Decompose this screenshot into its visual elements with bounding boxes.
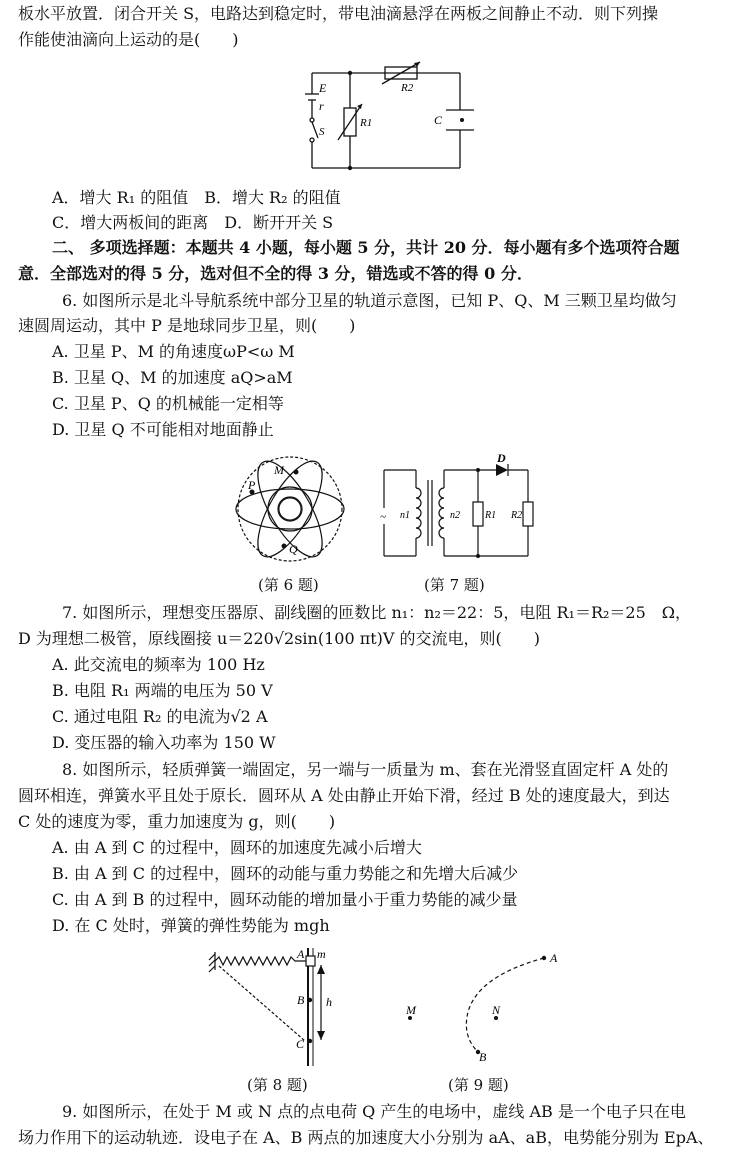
q6-stem-line-2: 速圆周运动，其中 P 是地球同步卫星，则( ) — [18, 316, 356, 335]
fig8-label-m: m — [317, 947, 326, 961]
intro-line-2: 作能使油滴向上运动的是( ) — [18, 30, 239, 49]
fig9-label-N: N — [492, 1003, 501, 1017]
fig7-ac-source-symbol: ~ — [380, 511, 386, 523]
q8-stem-line-2: 圆环相连，弹簧水平且处于原长．圆环从 A 处由静止开始下滑，经过 B 处的速度最大，到达 — [18, 786, 670, 805]
fig7-label-R2: R2 — [511, 510, 523, 521]
q7-stem-line-2: D 为理想二极管，原线圈接 u＝220√2sin(100 πt)V 的交流电，则( ) — [18, 629, 541, 648]
fig6-label-P: P — [248, 478, 256, 492]
q8-option-d: D. 在 C 处时，弹簧的弹性势能为 mgh — [52, 916, 330, 935]
q7-option-a: A. 此交流电的频率为 100 Hz — [52, 655, 265, 674]
fig5-label-R2: R2 — [401, 82, 414, 94]
q7-option-b: B. 电阻 R₁ 两端的电压为 50 V — [52, 681, 273, 700]
fig7-transformer-circuit — [378, 452, 538, 566]
fig8-caption: (第 8 题) — [247, 1076, 308, 1094]
q7-option-c: C. 通过电阻 R₂ 的电流为√2 A — [52, 707, 268, 726]
q8-option-b: B. 由 A 到 C 的过程中，圆环的动能与重力势能之和先增大后减少 — [52, 864, 519, 883]
fig5-circuit-diagram — [300, 58, 475, 176]
q7-stem-line-1: 7. 如图所示，理想变压器原、副线圈的匝数比 n₁：n₂＝22：5，电阻 R₁＝R₂＝25 Ω， — [62, 603, 692, 622]
fig9-label-A: A — [550, 951, 558, 965]
fig7-label-D: D — [497, 452, 506, 465]
q9-stem-line-1: 9. 如图所示，在处于 M 或 N 点的点电荷 Q 产生的电场中，虚线 AB 是一个电子只在电 — [62, 1102, 686, 1121]
fig6-label-M: M — [274, 463, 284, 477]
q5-options-row-2: C．增大两板间的距离 D．断开开关 S — [52, 213, 334, 232]
q7-option-d: D. 变压器的输入功率为 150 W — [52, 733, 276, 752]
fig7-label-n2: n2 — [450, 510, 460, 521]
fig5-label-E: E — [319, 81, 327, 95]
q5-options-row-1: A．增大 R₁ 的阻值 B．增大 R₂ 的阻值 — [52, 188, 341, 207]
fig8-label-A: A — [297, 947, 305, 961]
q8-option-c: C. 由 A 到 B 的过程中，圆环动能的增加量小于重力势能的减少量 — [52, 890, 518, 909]
fig6-caption: (第 6 题) — [258, 576, 319, 594]
q6-stem-line-1: 6. 如图所示是北斗导航系统中部分卫星的轨道示意图，已知 P、Q、M 三颗卫星均做匀 — [62, 291, 677, 310]
fig8-label-h: h — [326, 995, 332, 1009]
q9-stem-line-2: 场力作用下的运动轨迹．设电子在 A、B 两点的加速度大小分别为 aA、aB，电势能分别为 EpA、 — [18, 1128, 714, 1147]
fig6-label-Q: Q — [289, 542, 298, 556]
q6-option-a: A. 卫星 P、M 的角速度ωP<ω M — [52, 342, 295, 361]
fig7-label-n1: n1 — [400, 510, 410, 521]
fig9-label-M: M — [406, 1003, 416, 1017]
fig8-label-B: B — [297, 993, 305, 1007]
q6-option-b: B. 卫星 Q、M 的加速度 aQ>aM — [52, 368, 293, 387]
fig6-orbit-diagram — [232, 452, 348, 566]
fig9-caption: (第 9 题) — [448, 1076, 509, 1094]
q8-stem-line-3: C 处的速度为零，重力加速度为 g，则( ) — [18, 812, 336, 831]
fig9-label-B: B — [479, 1050, 487, 1064]
fig9-trajectory-diagram — [398, 948, 578, 1064]
fig5-label-R1: R1 — [360, 117, 373, 129]
section2-heading-line-2: 意．全部选对的得 5 分，选对但不全的得 3 分，错选或不答的得 0 分． — [18, 264, 533, 283]
intro-line-1: 板水平放置．闭合开关 S，电路达到稳定时，带电油滴悬浮在两板之间静止不动．则下列操 — [18, 4, 659, 23]
fig7-caption: (第 7 题) — [424, 576, 485, 594]
fig8-label-C: C — [296, 1037, 305, 1051]
q8-stem-line-1: 8. 如图所示，轻质弹簧一端固定，另一端与一质量为 m、套在光滑竖直固定杆 A 处的 — [62, 760, 669, 779]
fig5-label-r: r — [319, 99, 324, 113]
fig8-spring-rod-diagram — [205, 944, 345, 1070]
fig5-label-S: S — [319, 126, 325, 138]
fig7-label-R1: R1 — [485, 510, 497, 521]
q6-option-c: C. 卫星 P、Q 的机械能一定相等 — [52, 394, 284, 413]
section2-heading-line-1: 二、 多项选择题：本题共 4 小题，每小题 5 分，共计 20 分．每小题有多个选项符合题 — [52, 238, 680, 257]
q8-option-a: A. 由 A 到 C 的过程中，圆环的加速度先减小后增大 — [52, 838, 422, 857]
q6-option-d: D. 卫星 Q 不可能相对地面静止 — [52, 420, 274, 439]
fig5-label-C: C — [434, 113, 443, 127]
